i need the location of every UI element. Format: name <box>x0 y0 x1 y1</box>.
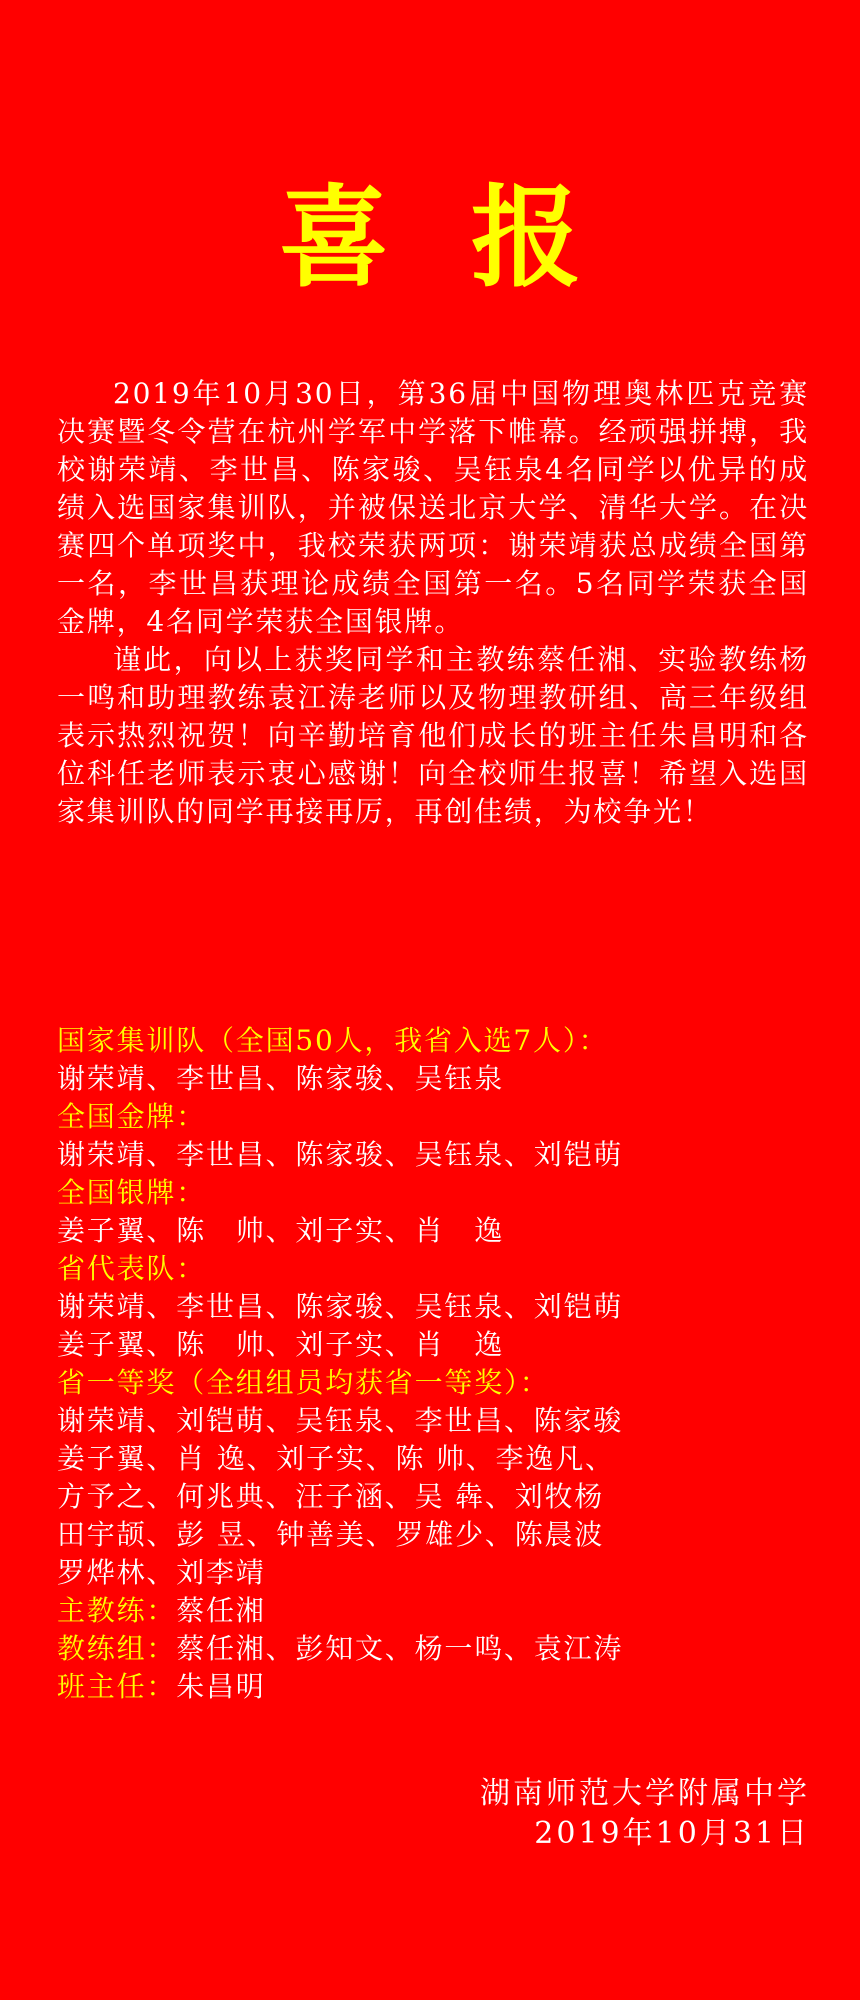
school-name: 湖南师范大学附属中学 <box>480 1776 810 1811</box>
first-prize-heading: 省一等奖（全组组员均获省一等奖）： <box>57 1366 550 1399</box>
issue-date: 2019年10月31日 <box>534 1816 810 1851</box>
announcement-body <box>57 375 809 831</box>
gold-medal-heading: 全国金牌： <box>57 1100 207 1133</box>
gold-medal-names: 谢荣靖、李世昌、陈家骏、吴钰泉、刘铠萌 <box>57 1138 624 1171</box>
honors-list <box>57 1022 817 1706</box>
coach-group-names: 蔡任湘、彭知文、杨一鸣、袁江涛 <box>176 1632 624 1665</box>
coach-group-row <box>57 1630 817 1668</box>
head-coach-row <box>57 1592 817 1630</box>
first-prize-line: 罗烨林、刘李靖 <box>57 1556 266 1589</box>
provincial-team-line: 谢荣靖、李世昌、陈家骏、吴钰泉、刘铠萌 <box>57 1290 624 1323</box>
signature-block <box>310 1774 810 1854</box>
national-team-heading: 国家集训队（全国50人，我省入选7人）： <box>57 1024 609 1057</box>
provincial-team-line: 姜子翼、陈 帅、刘子实、肖 逸 <box>57 1328 505 1361</box>
class-teacher-label: 班主任： <box>57 1670 177 1703</box>
silver-medal-heading: 全国银牌： <box>57 1176 207 1209</box>
paragraph-results: 2019年10月30日，第36届中国物理奥林匹克竞赛决赛暨冬令营在杭州学军中学落下帷幕。经顽强拼搏，我校谢荣靖、李世昌、陈家骏、吴钰泉4名同学以优异的成绩入选国家集训队，并被保送北京大学、清华大学。在决赛四个单项奖中，我校荣获两项：谢荣靖获总成绩全国第一名，李世昌获理论成绩全国第一名。5名同学荣获全国金牌，4名同学荣获全国银牌。 <box>57 377 809 638</box>
provincial-team-heading: 省代表队： <box>57 1252 207 1285</box>
coach-group-label: 教练组： <box>57 1632 177 1665</box>
paragraph-congratulations: 谨此，向以上获奖同学和主教练蔡任湘、实验教练杨一鸣和助理教练袁江涛老师以及物理教研组、高三年级组表示热烈祝贺！向辛勤培育他们成长的班主任朱昌明和各位科任老师表示衷心感谢！向全校师生报喜！希望入选国家集训队的同学再接再厉，再创佳绩，为校争光！ <box>57 643 809 828</box>
first-prize-line: 谢荣靖、刘铠萌、吴钰泉、李世昌、陈家骏 <box>57 1404 624 1437</box>
national-team-names: 谢荣靖、李世昌、陈家骏、吴钰泉 <box>57 1062 505 1095</box>
first-prize-line: 方予之、何兆典、汪子涵、吴 犇、刘牧杨 <box>57 1480 605 1513</box>
head-coach-name: 蔡任湘 <box>176 1594 266 1627</box>
first-prize-line: 姜子翼、肖 逸、刘子实、陈 帅、李逸凡、 <box>57 1442 615 1475</box>
silver-medal-names: 姜子翼、陈 帅、刘子实、肖 逸 <box>57 1214 505 1247</box>
class-teacher-row <box>57 1668 817 1706</box>
head-coach-label: 主教练： <box>57 1594 177 1627</box>
first-prize-line: 田宇颉、彭 昱、钟善美、罗雄少、陈晨波 <box>57 1518 605 1551</box>
class-teacher-name: 朱昌明 <box>176 1670 266 1703</box>
poster-title: 喜报 <box>279 173 663 302</box>
